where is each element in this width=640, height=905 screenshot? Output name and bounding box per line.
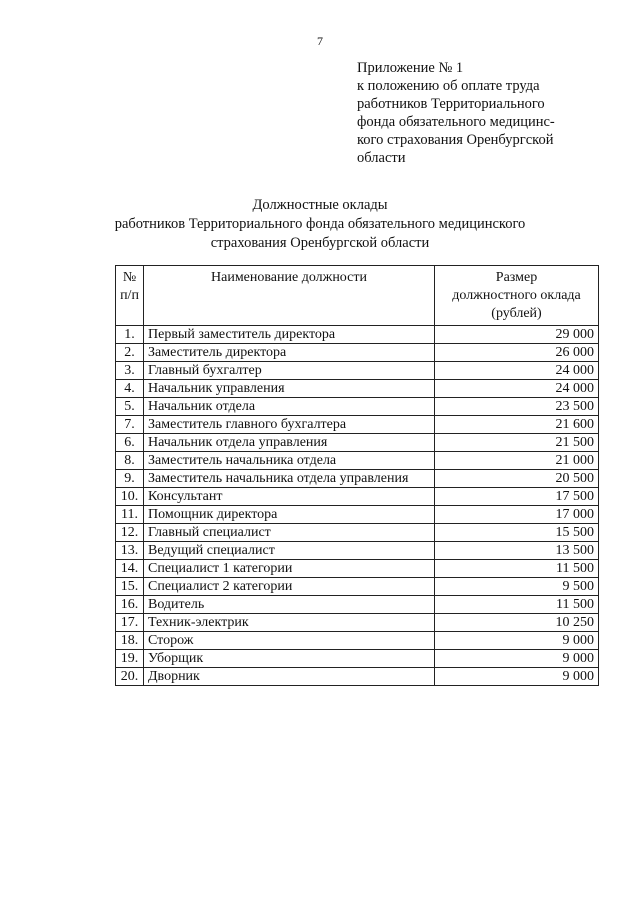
document-title: [0, 196, 640, 253]
position-name: Начальник отдела управления: [144, 434, 435, 452]
row-number: 7.: [116, 416, 144, 434]
position-name: Специалист 1 категории: [144, 560, 435, 578]
table-header-row: [116, 266, 599, 326]
salary-amount: 9 500: [435, 578, 599, 596]
position-name: Начальник управления: [144, 380, 435, 398]
position-name: Главный бухгалтер: [144, 362, 435, 380]
header-salary-line: Размер: [495, 270, 538, 285]
row-number: 9.: [116, 470, 144, 488]
salary-amount: 11 500: [435, 596, 599, 614]
table-row: [116, 326, 599, 344]
position-name: Водитель: [144, 596, 435, 614]
row-number: 19.: [116, 650, 144, 668]
salary-amount: 21 600: [435, 416, 599, 434]
position-name: Первый заместитель директора: [144, 326, 435, 344]
position-name: Дворник: [144, 668, 435, 686]
table-row: [116, 416, 599, 434]
row-number: 18.: [116, 632, 144, 650]
salary-amount: 21 000: [435, 452, 599, 470]
salary-amount: 10 250: [435, 614, 599, 632]
header-salary: [435, 266, 599, 326]
table-row: [116, 524, 599, 542]
position-name: Уборщик: [144, 650, 435, 668]
table-row: [116, 344, 599, 362]
salary-amount: 24 000: [435, 380, 599, 398]
salary-amount: 11 500: [435, 560, 599, 578]
salary-amount: 29 000: [435, 326, 599, 344]
table-row: [116, 506, 599, 524]
salary-amount: 9 000: [435, 650, 599, 668]
table-row: [116, 362, 599, 380]
row-number: 11.: [116, 506, 144, 524]
row-number: 16.: [116, 596, 144, 614]
salary-amount: 20 500: [435, 470, 599, 488]
row-number: 2.: [116, 344, 144, 362]
position-name: Заместитель начальника отдела управления: [144, 470, 435, 488]
salary-amount: 26 000: [435, 344, 599, 362]
salary-amount: 9 000: [435, 668, 599, 686]
table-row: [116, 398, 599, 416]
header-number-line: №: [122, 270, 137, 285]
position-name: Ведущий специалист: [144, 542, 435, 560]
row-number: 13.: [116, 542, 144, 560]
table-row: [116, 650, 599, 668]
header-position-name: Наименование должности: [144, 266, 435, 326]
salary-amount: 9 000: [435, 632, 599, 650]
table-row: [116, 578, 599, 596]
position-name: Помощник директора: [144, 506, 435, 524]
row-number: 6.: [116, 434, 144, 452]
salary-amount: 17 500: [435, 488, 599, 506]
title-line: Должностные оклады: [252, 197, 388, 213]
position-name: Техник-электрик: [144, 614, 435, 632]
title-line: работников Территориального фонда обязательного медицинского: [114, 216, 526, 232]
table-row: [116, 470, 599, 488]
row-number: 1.: [116, 326, 144, 344]
appendix-line: к положению об оплате труда: [357, 78, 540, 94]
position-name: Начальник отдела: [144, 398, 435, 416]
salary-amount: 24 000: [435, 362, 599, 380]
row-number: 8.: [116, 452, 144, 470]
salary-amount: 21 500: [435, 434, 599, 452]
title-line: страхования Оренбургской области: [210, 235, 430, 251]
row-number: 4.: [116, 380, 144, 398]
table-row: [116, 452, 599, 470]
position-name: Сторож: [144, 632, 435, 650]
table-row: [116, 614, 599, 632]
salary-amount: 15 500: [435, 524, 599, 542]
row-number: 20.: [116, 668, 144, 686]
table-row: [116, 542, 599, 560]
table-row: [116, 560, 599, 578]
position-name: Консультант: [144, 488, 435, 506]
position-name: Заместитель главного бухгалтера: [144, 416, 435, 434]
row-number: 12.: [116, 524, 144, 542]
header-number-line: п/п: [120, 288, 139, 303]
row-number: 5.: [116, 398, 144, 416]
header-salary-line: должностного оклада: [452, 288, 581, 303]
table-row: [116, 380, 599, 398]
appendix-block: [357, 59, 607, 167]
position-name: Заместитель директора: [144, 344, 435, 362]
salary-amount: 17 000: [435, 506, 599, 524]
row-number: 3.: [116, 362, 144, 380]
salary-table: [115, 265, 599, 686]
position-name: Специалист 2 категории: [144, 578, 435, 596]
position-name: Заместитель начальника отдела: [144, 452, 435, 470]
position-name: Главный специалист: [144, 524, 435, 542]
appendix-line: Приложение № 1: [357, 60, 464, 76]
appendix-line: работников Территориального: [357, 96, 545, 112]
row-number: 10.: [116, 488, 144, 506]
table-row: [116, 488, 599, 506]
salary-amount: 13 500: [435, 542, 599, 560]
row-number: 17.: [116, 614, 144, 632]
header-salary-line: (рублей): [491, 306, 542, 321]
appendix-line: области: [357, 150, 406, 166]
table-row: [116, 668, 599, 686]
salary-amount: 23 500: [435, 398, 599, 416]
header-number: [116, 266, 144, 326]
row-number: 15.: [116, 578, 144, 596]
row-number: 14.: [116, 560, 144, 578]
table-row: [116, 632, 599, 650]
appendix-line: кого страхования Оренбургской: [357, 132, 554, 148]
appendix-line: фонда обязательного медицинс-: [357, 114, 555, 130]
table-row: [116, 434, 599, 452]
table-row: [116, 596, 599, 614]
page-number: 7: [317, 34, 323, 48]
